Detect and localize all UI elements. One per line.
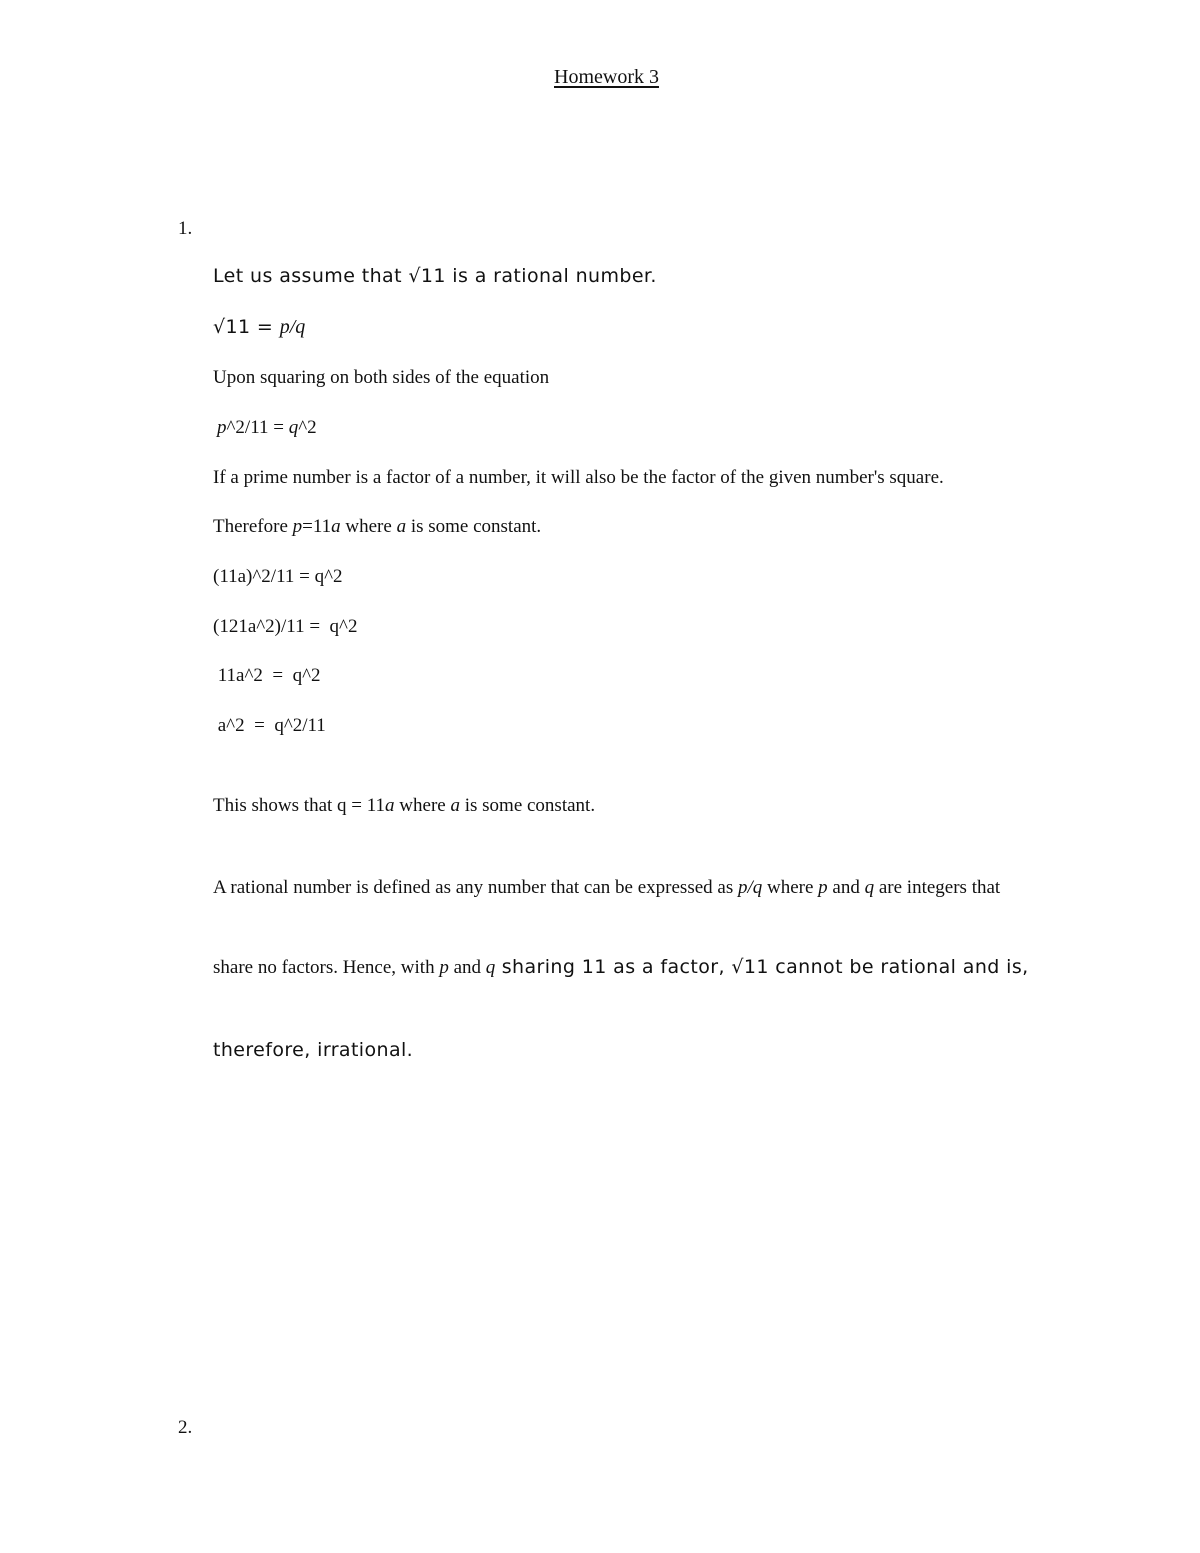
proof-eq-4: a^2 = q^2/11 (213, 715, 326, 736)
var-a: a (396, 516, 407, 537)
proof-eq-3: 11a^2 = q^2 (213, 665, 321, 686)
text-segment: is some constant. (406, 516, 542, 537)
var-q: q (485, 957, 496, 978)
var-a: a (331, 516, 341, 537)
proof-squaring-text: Upon squaring on both sides of the equation (213, 367, 550, 388)
text-segment: Therefore (213, 516, 293, 537)
text-segment: and (827, 877, 865, 898)
text-segment: sharing 11 as a factor, √11 cannot be rational and is, (495, 956, 1029, 978)
var-p: p (439, 957, 449, 978)
question-1-number: 1. (178, 218, 193, 239)
text-segment: A rational number is defined as any number that can be expressed as (213, 877, 738, 898)
text-segment: share no factors. Hence, with (213, 957, 440, 978)
text-segment: where (762, 877, 819, 898)
text-segment: where (340, 516, 397, 537)
proof-squared-equation (217, 418, 317, 437)
document-title: Homework 3 (554, 66, 659, 88)
text-segment: where (394, 795, 451, 816)
var-a: a (450, 795, 460, 816)
proof-final-line: therefore, irrational. (213, 1039, 414, 1061)
eq-end: ^2 (298, 417, 317, 438)
text-segment: is some constant. (459, 795, 596, 816)
question-2-number: 2. (178, 1417, 193, 1438)
p-over-q: p/q (737, 877, 763, 898)
eq-middle: ^2/11 = (226, 417, 289, 438)
proof-definition-line (213, 878, 1000, 897)
var-p: p (292, 516, 303, 537)
text-segment: and (448, 957, 486, 978)
p-over-q: p/q (279, 316, 306, 338)
text-segment: This shows that q = 11 (213, 795, 386, 816)
root-expression: √11 = (213, 316, 280, 338)
proof-eq-1: (11a)^2/11 = q^2 (213, 566, 343, 587)
proof-therefore-line (213, 517, 541, 536)
var-q: q (288, 417, 299, 438)
proof-eq-2: (121a^2)/11 = q^2 (213, 616, 358, 637)
var-p: p (217, 417, 227, 438)
proof-assumption: Let us assume that √11 is a rational number. (213, 265, 657, 287)
text-segment: are integers that (874, 877, 1001, 898)
var-q: q (864, 877, 875, 898)
text-segment: =11 (302, 516, 332, 537)
proof-equation-root (213, 317, 305, 337)
proof-shows-line (213, 796, 595, 815)
var-p: p (818, 877, 828, 898)
var-a: a (385, 795, 395, 816)
proof-prime-factor-text: If a prime number is a factor of a number, it will also be the factor of the given number's square. (213, 467, 944, 488)
proof-conclusion-line (213, 958, 1029, 977)
